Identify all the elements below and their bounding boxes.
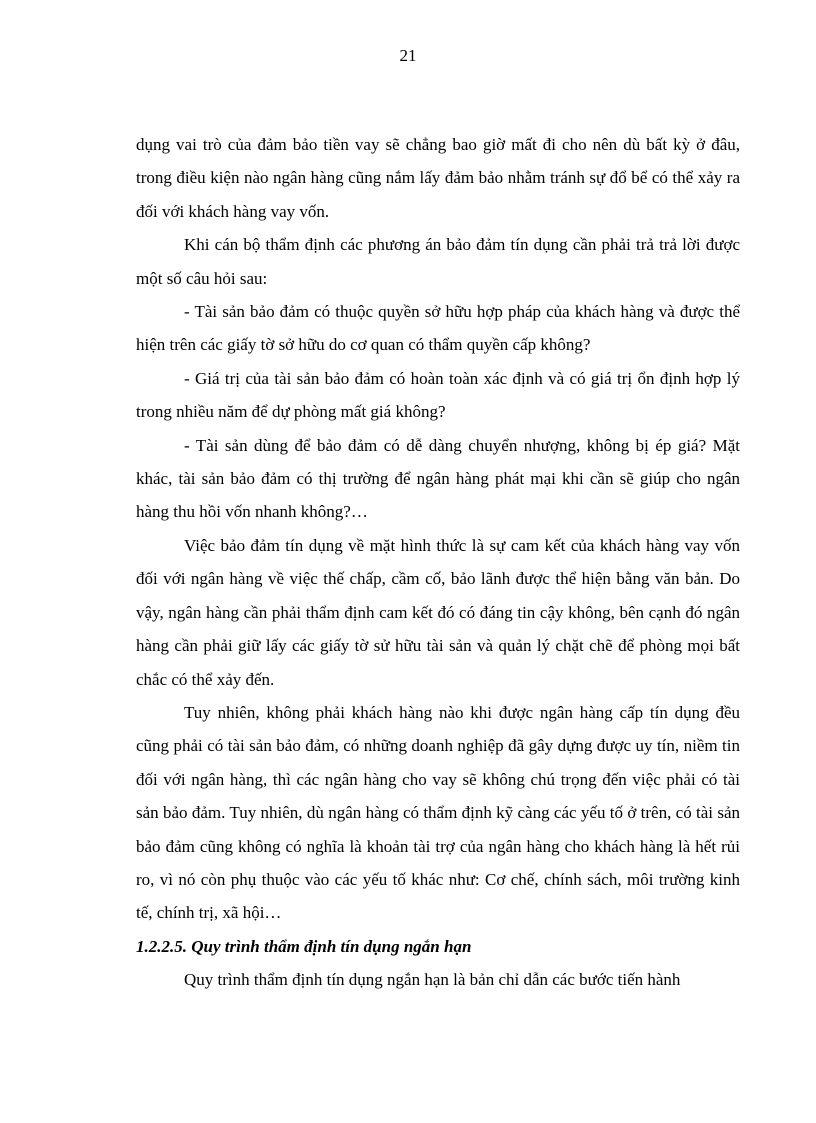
section-first-paragraph: Quy trình thẩm định tín dụng ngắn hạn là bản chỉ dẫn các bước tiến hành: [184, 970, 681, 990]
paragraph-commitment: Việc bảo đảm tín dụng về mặt hình thức là sự cam kết của khách hàng vay vốn đối với ngân hàng về việc thế chấp, cầm cố, bảo lãnh được thể hiện bằng văn bản. Do vậy, ngân hàng cần phải thẩm định cam kết đó có đáng tin cậy không, bên cạnh đó ngân hàng cần phải giữ lấy các giấy tờ sử hữu tài sản và quản lý chặt chẽ để phòng mọi bất chắc có thể xảy đến.: [136, 535, 740, 689]
page-number: 21: [399, 46, 417, 65]
question-value: - Giá trị của tài sản bảo đảm có hoàn toàn xác định và có giá trị ổn định hợp lý trong nhiều năm để dự phòng mất giá không?: [136, 368, 740, 422]
question-transferability: - Tài sản dùng để bảo đảm có dễ dàng chuyển nhượng, không bị ép giá? Mặt khác, tài sản bảo đảm có thị trường để ngân hàng phát mại khi cần sẽ giúp cho ngân hàng thu hồi vốn nhanh không?…: [136, 435, 740, 522]
page-body: [136, 128, 740, 997]
paragraph-however: Tuy nhiên, không phải khách hàng nào khi được ngân hàng cấp tín dụng đều cũng phải có tài sản bảo đảm, có những doanh nghiệp đã gây dựng được uy tín, niềm tin đối với ngân hàng, thì các ngân hàng cho vay sẽ không chú trọng đến việc phải có tài sản bảo đảm. Tuy nhiên, dù ngân hàng có thẩm định kỹ càng các yếu tố ở trên, có tài sản bảo đảm cũng không có nghĩa là khoản tài trợ của ngân hàng cho khách hàng là hết rủi ro, vì nó còn phụ thuộc vào các yếu tố khác như: Cơ chế, chính sách, môi trường kinh tế, chính trị, xã hội…: [136, 702, 740, 923]
section-heading: 1.2.2.5. Quy trình thẩm định tín dụng ngắn hạn: [136, 936, 472, 956]
paragraph-continuation: dụng vai trò của đảm bảo tiền vay sẽ chẳng bao giờ mất đi cho nên dù bất kỳ ở đâu, trong điều kiện nào ngân hàng cũng nắm lấy đảm bảo nhằm tránh sự đổ bể có thể xảy ra đối với khách hàng vay vốn.: [136, 135, 740, 221]
question-ownership: - Tài sản bảo đảm có thuộc quyền sở hữu hợp pháp của khách hàng và được thể hiện trên các giấy tờ sở hữu do cơ quan có thẩm quyền cấp không?: [136, 302, 740, 355]
paragraph-questions-intro: Khi cán bộ thẩm định các phương án bảo đảm tín dụng cần phải trả trả lời được một số câu hỏi sau:: [136, 235, 740, 288]
